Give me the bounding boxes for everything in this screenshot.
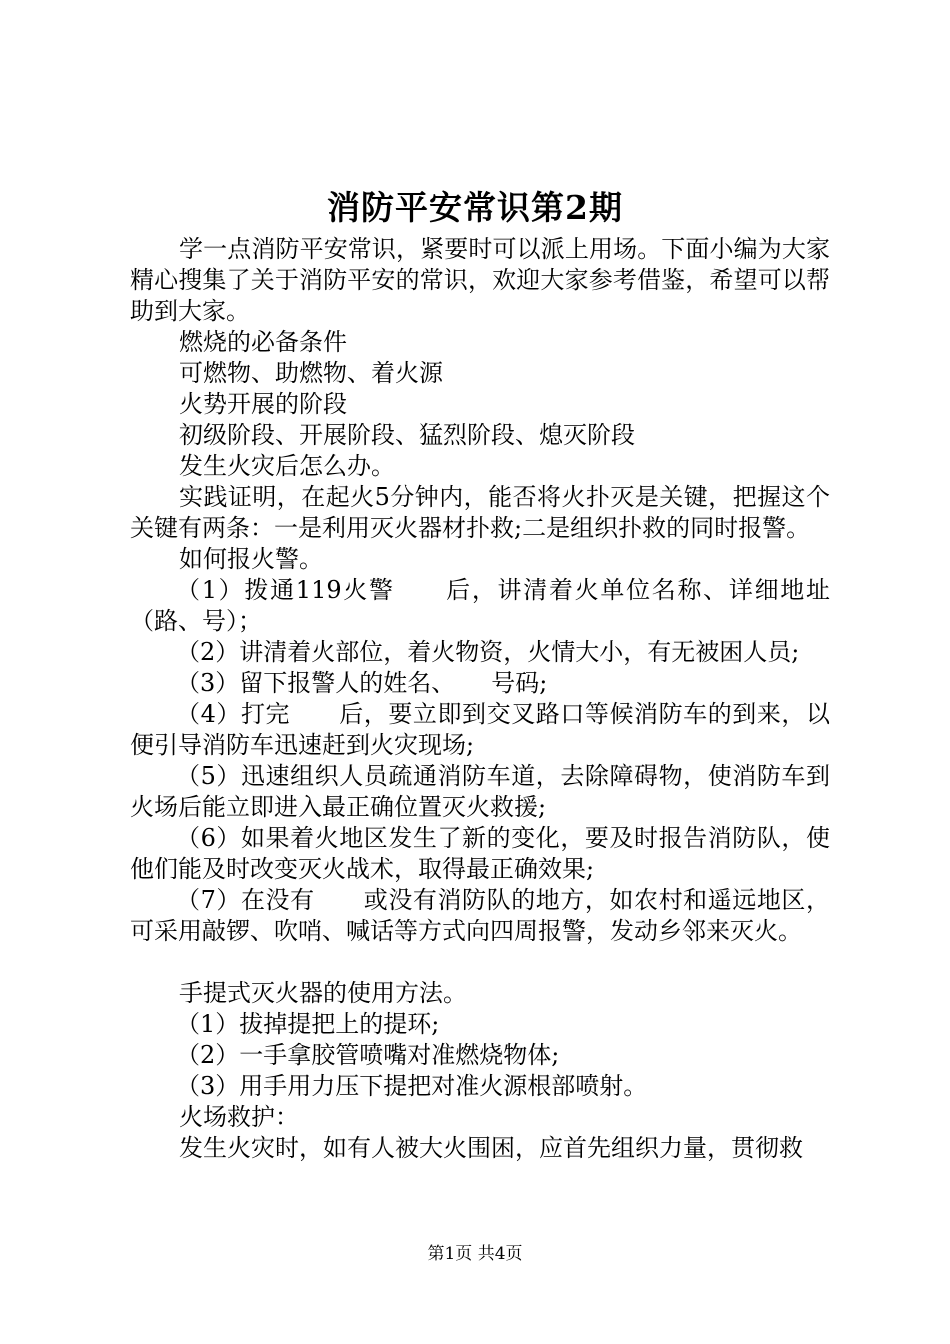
paragraph-heading-fire-stages: 火势开展的阶段 (179, 390, 347, 418)
paragraph-spacer (130, 947, 830, 978)
paragraph-report-step-2: （2）讲清着火部位，着火物资，火情大小，有无被困人员; (176, 638, 800, 666)
paragraph-intro: 学一点消防平安常识，紧要时可以派上用场。下面小编为大家精心搜集了关于消防平安的常识，欢迎大家参考借鉴，希望可以帮助到大家。 (130, 235, 830, 325)
paragraph-report-step-5: （5）迅速组织人员疏通消防车道，去除障碍物，使消防车到火场后能立即进入最正确位置灭火救援; (130, 762, 830, 821)
paragraph-report-step-3: （3）留下报警人的姓名、 号码; (176, 669, 548, 697)
document-body (130, 234, 830, 1164)
paragraph-heading-report: 如何报火警。 (179, 545, 323, 573)
paragraph-rescue: 发生火灾时，如有人被大火围困，应首先组织力量，贯彻救 (179, 1134, 803, 1162)
paragraph-heading-combustion: 燃烧的必备条件 (179, 328, 347, 356)
paragraph-report-step-7: （7）在没有 或没有消防队的地方，如农村和遥远地区，可采用敲锣、吹哨、喊话等方式向四周报警，发动乡邻来灭火。 (130, 886, 830, 945)
paragraph-report-step-1: （1）拨通119火警 后，讲清着火单位名称、详细地址（路、号）； (130, 576, 830, 635)
page-footer: 第1页 共4页 (427, 1244, 523, 1264)
paragraph-heading-rescue: 火场救护： (179, 1103, 299, 1131)
paragraph-report-step-4: （4）打完 后，要立即到交叉路口等候消防车的到来，以便引导消防车迅速赶到火灾现场; (130, 700, 830, 759)
paragraph-fire-stages: 初级阶段、开展阶段、猛烈阶段、熄灭阶段 (179, 421, 635, 449)
paragraph-extinguisher-step-3: （3）用手用力压下提把对准火源根部喷射。 (176, 1072, 648, 1100)
paragraph-extinguisher-step-1: （1）拔掉提把上的提环; (176, 1010, 440, 1038)
paragraph-combustion-elements: 可燃物、助燃物、着火源 (179, 359, 443, 387)
paragraph-heading-extinguisher: 手提式灭火器的使用方法。 (179, 979, 467, 1007)
paragraph-practice: 实践证明，在起火5分钟内，能否将火扑灭是关键，把握这个关键有两条：一是利用灭火器材扑救;二是组织扑救的同时报警。 (130, 483, 830, 542)
paragraph-extinguisher-step-2: （2）一手拿胶管喷嘴对准燃烧物体; (176, 1041, 560, 1069)
document-title: 消防平安常识第2期 (327, 188, 623, 227)
paragraph-heading-what-to-do: 发生火灾后怎么办。 (179, 452, 395, 480)
paragraph-report-step-6: （6）如果着火地区发生了新的变化，要及时报告消防队，使他们能及时改变灭火战术，取得最正确效果; (130, 824, 830, 883)
